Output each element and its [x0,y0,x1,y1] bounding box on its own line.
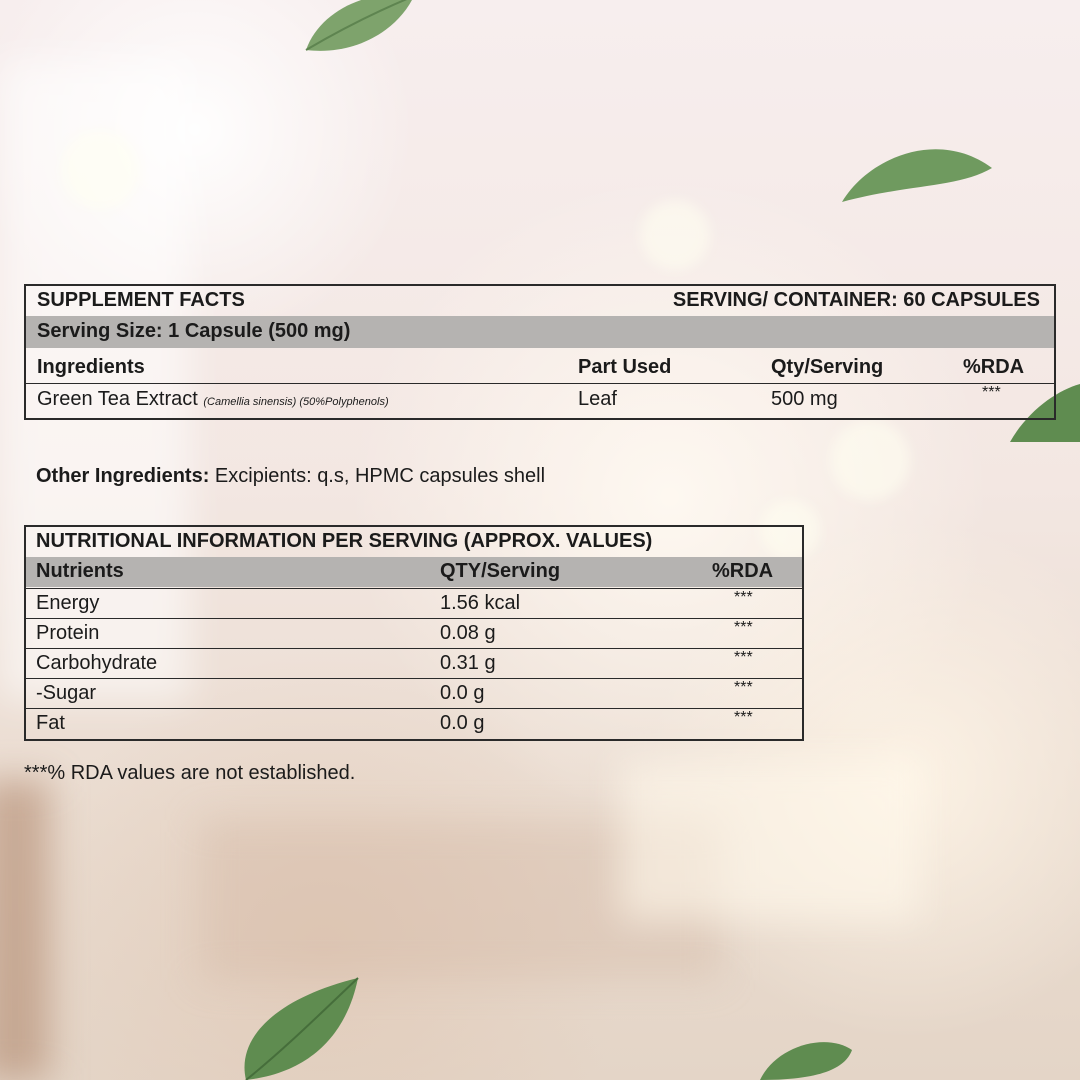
nutrient-rda: *** [734,649,753,666]
qty-serving-header: Qty/Serving [771,356,884,378]
leaf-top-icon [300,0,420,60]
nutrition-header-row [26,557,802,587]
nutrient-qty: 0.08 g [440,622,496,644]
nutrient-rda: *** [734,709,753,726]
nutrient-rda: *** [734,589,753,606]
background-shelf-blur [620,760,920,920]
ingredient-name-text: Green Tea Extract [37,388,198,410]
ingredients-header-row [26,348,1054,384]
nutrient-qty: 1.56 kcal [440,592,521,614]
nutrient-name: Protein [36,622,100,644]
serving-per-container: SERVING/ CONTAINER: 60 CAPSULES [672,289,1040,311]
nutrition-title-row [26,527,802,557]
serving-size-row [26,316,1054,348]
ingredient-rda: *** [982,384,1001,401]
leaf-bottom-right-icon [756,1036,856,1080]
other-ingredients [36,465,545,488]
supplement-header-row [26,286,1054,316]
background-vase-blur [0,780,50,1080]
nutrient-name: -Sugar [36,682,97,704]
nutrition-row [26,589,802,619]
ingredient-row [26,384,1054,418]
serving-size: Serving Size: 1 Capsule (500 mg) [37,320,351,342]
nutrient-name: Energy [36,592,100,614]
bokeh-light [830,420,910,500]
part-used-header: Part Used [578,356,672,378]
qty-serving-header: QTY/Serving [440,560,561,582]
supplement-facts-title: SUPPLEMENT FACTS [37,289,245,311]
ingredients-header: Ingredients [37,356,145,378]
ingredient-part: Leaf [578,388,617,410]
nutrient-name: Carbohydrate [36,652,158,674]
nutrition-row [26,709,802,739]
rda-footnote: ***% RDA values are not established. [24,762,356,784]
rda-header: %RDA [712,560,774,582]
nutrient-qty: 0.0 g [440,712,485,734]
nutrient-qty: 0.0 g [440,682,485,704]
nutrition-row [26,649,802,679]
ingredient-detail: (Camellia sinensis) (50%Polyphenols) [203,396,389,408]
ingredient-name [37,388,389,411]
ingredient-qty: 500 mg [771,388,838,410]
bokeh-light [640,200,710,270]
nutrition-table [24,525,804,741]
nutrients-header: Nutrients [36,560,124,582]
nutrition-row [26,619,802,649]
nutrition-title: NUTRITIONAL INFORMATION PER SERVING (APPROX. VALUES) [36,530,653,552]
nutrient-name: Fat [36,712,65,734]
supplement-facts-table [24,284,1056,420]
other-ingredients-label: Other Ingredients: [36,465,210,487]
nutrition-row [26,679,802,709]
nutrient-rda: *** [734,679,753,696]
bokeh-light [60,130,140,210]
other-ingredients-value: Excipients: q.s, HPMC capsules shell [214,465,546,487]
rda-header: %RDA [963,356,1025,378]
nutrient-qty: 0.31 g [440,652,496,674]
nutrient-rda: *** [734,619,753,636]
leaf-right-icon [838,128,998,208]
leaf-bottom-icon [236,968,366,1080]
